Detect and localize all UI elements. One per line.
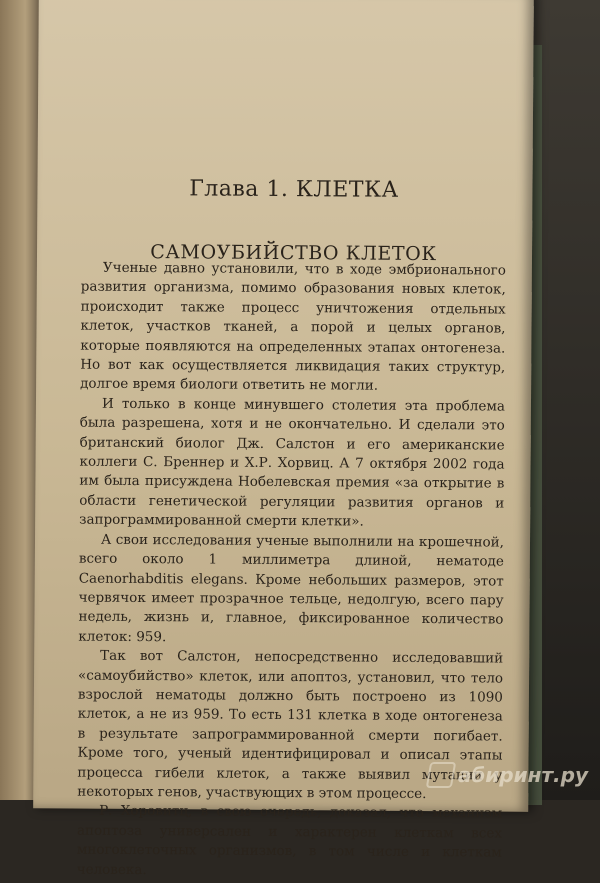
- chapter-title: Глава 1. КЛЕТКА: [189, 176, 399, 203]
- paragraph: И только в конце минувшего столетия эта проблема была разрешена, хотя и не окончательно. И сделали это британский биолог Дж. Салстон и его американские коллеги С. Бреннер и Х.Р. Хорвиц. А 7 октября 2002 года им была присуждена Нобелевская премия «за открытие в области генетической регуляции развития органов и запрограммированной смерти клетки».: [79, 395, 506, 530]
- book-page: [33, 0, 534, 878]
- paragraph: А свои исследования ученые выполнили на крошечной, всего около 1 миллиметра длиной, нематоде Caenorhabditis elegans. Кроме небольших размеров, этот червячок имеет прозрачное тельце, недолгую, всего пару недель, жизнь и, главное, фиксированное количество клеток: 959.: [78, 531, 505, 645]
- body-text: [77, 259, 506, 883]
- section-title: САМОУБИЙСТВО КЛЕТОК: [150, 240, 437, 265]
- watermark-text: абиринт.ру: [457, 763, 588, 787]
- paragraph: Так вот Салстон, непосредственно исследовавший «самоубийство» клеток, или апоптоз, установил, что тело взрослой нематоды должно быть построено из 1090 клеток, а не из 959. То есть 131 клетка в ходе онтогенеза в результате запрограммированной смерти погибает. Кроме того, ученый идентифицировал и описал этапы процесса гибели клеток, а также выявил мутации у некоторых генов, участвующих в этом процессе.: [77, 647, 504, 802]
- paragraph: Ученые давно установили, что в ходе эмбрионального развития организма, помимо образования новых клеток, происходит также процесс уничтожения отдельных клеток, участков тканей, а порой и целых органов, которые появляются на определенных этапах онтогенеза. Но вот как осуществляется ликвидация таких структур, долгое время биологи ответить не могли.: [80, 259, 506, 395]
- paragraph: Р. Хоровитц, в свою очередь, доказал, что механизм апоптоза универсален и характерен клеткам всех многоклеточных организмов, в том числе и клеткам человека.: [76, 803, 503, 878]
- watermark: [428, 762, 588, 788]
- labirint-logo-icon: [426, 762, 457, 788]
